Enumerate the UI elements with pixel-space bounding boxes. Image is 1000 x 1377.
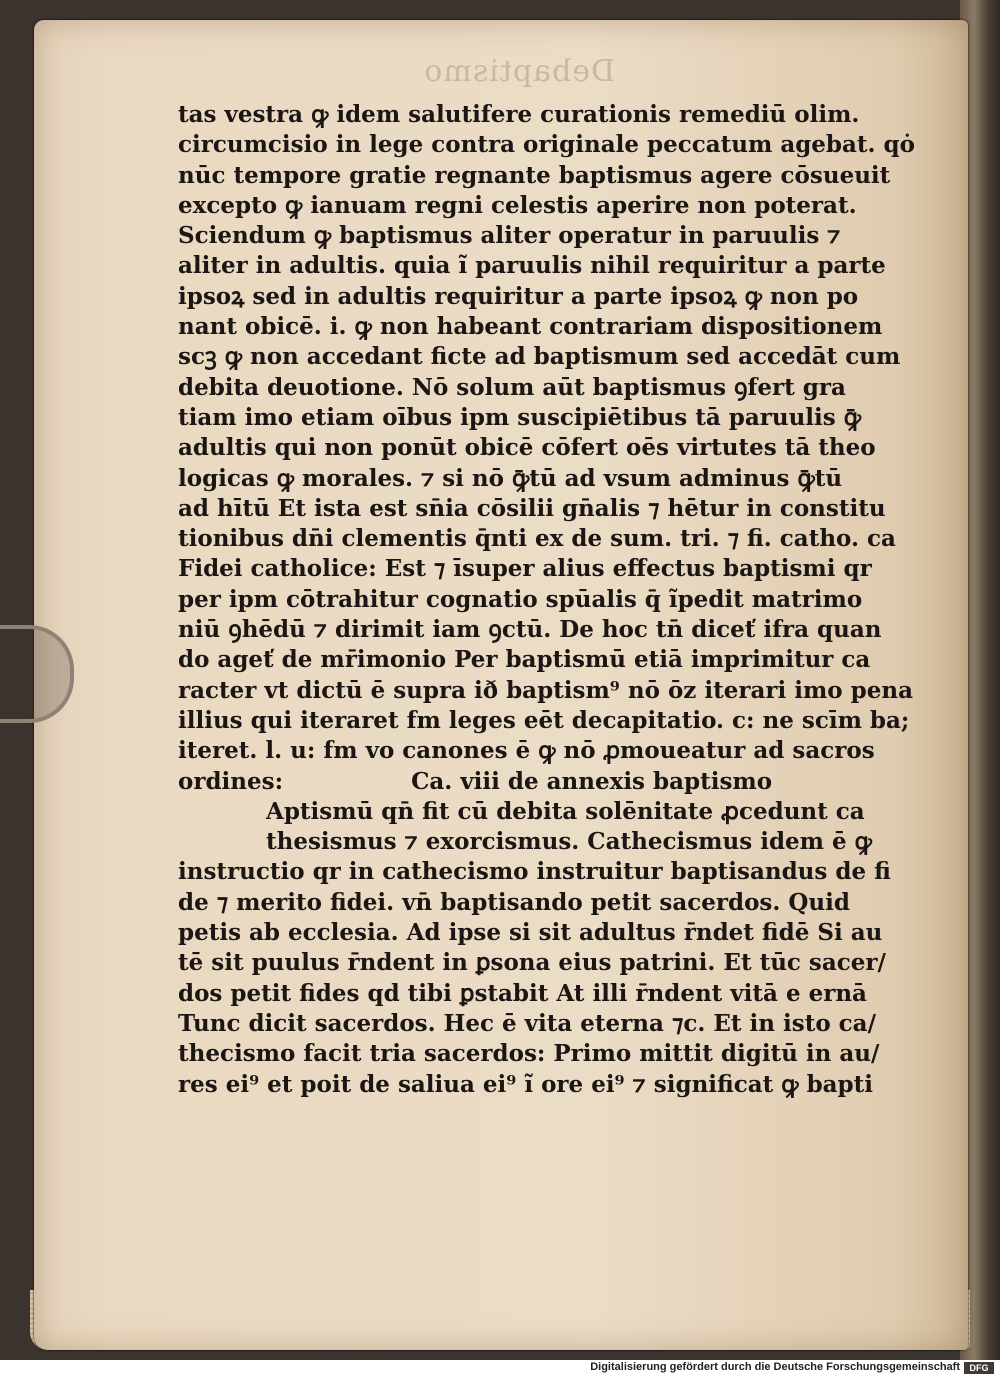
- text-line: ad hītū Et ista est sn̄ia cōsilii gn̄alis ⁊ hētur in constitu: [178, 494, 886, 522]
- text-line: ipsoꝝ sed in adultis requiritur a parte ipsoꝝ ꝙ non po: [178, 282, 859, 310]
- text-line: iteret. l. u: fm vo canones ē ꝙ nō ꝓmoueatur ad sacros: [178, 737, 875, 765]
- text-line: res ei⁹ et poit de saliua ei⁹ ĩ ore ei⁹ ⁊ significat ꝙ bapti: [178, 1070, 874, 1098]
- text-line-with-heading: [178, 767, 838, 797]
- text-line: nant obicē. i. ꝙ non habeant contrariam dispositionem: [178, 313, 883, 341]
- text-line: Aptismū qn̄ fit cū debita solēnitate ꝓcedunt ca: [266, 797, 865, 825]
- text-line: tē sit puulus r̄ndent in ꝑsona eius patrini. Et tūc sacer/: [178, 949, 886, 977]
- page-text: [178, 100, 915, 1100]
- text-line: thesismus ⁊ exorcismus. Cathecismus idem ē ꝙ: [266, 828, 872, 856]
- text-line: per ipm cōtrahitur cognatio spūalis q̄ ĩpedit matrimo: [178, 585, 863, 613]
- text-line: scꝫ ꝙ non accedant ficte ad baptismum sed accedāt cum: [178, 343, 901, 371]
- text-line: Fidei catholice: Est ⁊ īsuper alius effectus baptismi qr: [178, 555, 872, 583]
- text-line: petis ab ecclesia. Ad ipse si sit adultus r̄ndet fidē Si au: [178, 919, 883, 947]
- funding-notice: Digitalisierung gefördert durch die Deutsche Forschungsgemeinschaft: [590, 1361, 960, 1373]
- text-line: Tunc dicit sacerdos. Hec ē vita eterna ⁊c. Et in isto ca/: [178, 1009, 876, 1037]
- text-line: excepto ꝙ ianuam regni celestis aperire non poterat.: [178, 191, 857, 219]
- text-line: tiam imo etiam oībus ipm suscipiētibus tā paruulis ꝙ̄: [178, 403, 861, 431]
- text-line: dos petit fides qd tibi ꝑstabit At illi r̄ndent vitā e ernā: [178, 979, 867, 1007]
- footer-bar: [0, 1360, 1000, 1377]
- text-line: circumcisio in lege contra originale peccatum agebat. qȯ: [178, 131, 915, 159]
- text-line: thecismo facit tria sacerdos: Primo mittit digitū in au/: [178, 1040, 880, 1068]
- text-line: de ⁊ merito fidei. vn̄ baptisando petit sacerdos. Quid: [178, 888, 850, 916]
- text-line: ordines:: [178, 767, 284, 795]
- text-line: tas vestra ꝙ idem salutifere curationis remediū olim.: [178, 101, 860, 128]
- text-line: Sciendum ꝙ baptismus aliter operatur in paruulis ⁊: [178, 222, 841, 250]
- chapter-heading: Ca. viii de annexis baptismo: [411, 767, 773, 795]
- text-line: racter vt dictū ē supra ið baptism⁹ nō ōz iterari imo pena: [178, 676, 914, 704]
- text-line: illius qui iteraret fm leges eēt decapitatio. c: ne scīm ba;: [178, 706, 910, 734]
- text-line: debita deuotione. Nō solum aūt baptismus ꝯfert gra: [178, 373, 846, 401]
- text-line: adultis qui non ponūt obicē cōfert oēs virtutes tā theo: [178, 434, 876, 462]
- text-line: aliter in adultis. quia ĩ paruulis nihil requiritur a parte: [178, 252, 886, 280]
- text-line: instructio qr in cathecismo instruitur baptisandus de fi: [178, 858, 891, 886]
- text-line: logicas ꝙ morales. ⁊ si nō ꝙ̄tū ad vsum adminus ꝙ̄tū: [178, 464, 843, 492]
- text-line: niū ꝯhēdū ⁊ dirimit iam ꝯctū. De hoc tn̄ diceť ifra quan: [178, 616, 882, 644]
- text-line: tionibus dn̄i clementis q̄nti ex de sum. tri. ⁊ fi. catho. ca: [178, 525, 896, 553]
- dfg-logo: DFG: [964, 1362, 994, 1374]
- bleed-through-title: Debaptismo: [423, 54, 615, 89]
- text-line: nūc tempore gratie regnante baptismus agere cōsueuit: [178, 161, 891, 189]
- text-line: do ageť de mr̄imonio Per baptismū etiā imprimitur ca: [178, 646, 871, 674]
